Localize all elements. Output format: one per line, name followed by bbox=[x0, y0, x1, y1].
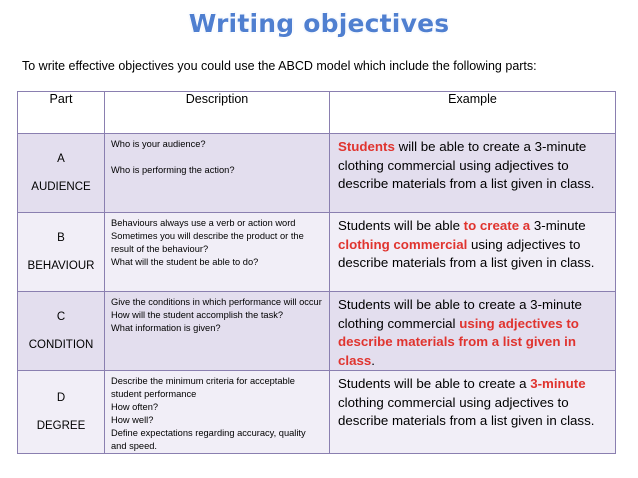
part-cell bbox=[18, 292, 105, 371]
part-name: CONDITION bbox=[28, 339, 94, 351]
part-cell bbox=[18, 213, 105, 292]
example-cell bbox=[330, 213, 616, 292]
part-letter: C bbox=[56, 311, 66, 323]
description-line: How well? bbox=[111, 415, 154, 425]
description-line: Sometimes you will describe the product or the result of the behaviour? bbox=[111, 231, 304, 254]
description-cell bbox=[105, 134, 330, 213]
part-letter: D bbox=[56, 392, 66, 404]
example-cell bbox=[330, 371, 616, 454]
example-text: Students will be able to create a 3-minute clothing commercial bbox=[338, 297, 582, 331]
example-text: clothing commercial using adjectives to describe materials from a list given in class. bbox=[338, 394, 595, 428]
description-cell bbox=[105, 371, 330, 454]
abcd-table bbox=[17, 91, 616, 454]
example-highlight: to create a bbox=[463, 218, 531, 233]
example-highlight: clothing commercial bbox=[338, 236, 468, 252]
example-text: Students will be able bbox=[338, 218, 464, 233]
description-line: Give the conditions in which performance will occur bbox=[111, 297, 322, 307]
table-row bbox=[18, 371, 616, 454]
example-highlight: Students bbox=[338, 139, 395, 154]
description-line: What will the student be able to do? bbox=[111, 257, 259, 267]
description-cell bbox=[105, 213, 330, 292]
example-cell bbox=[330, 292, 616, 371]
description-cell bbox=[105, 292, 330, 371]
description-line: Define expectations regarding accuracy, quality and speed. bbox=[111, 428, 306, 451]
example-text: . bbox=[371, 352, 375, 368]
header-part: Part bbox=[18, 92, 105, 134]
table-row bbox=[18, 292, 616, 371]
intro-text: To write effective objectives you could use the ABCD model which include the following parts: bbox=[22, 59, 537, 73]
description-line: What information is given? bbox=[111, 323, 221, 333]
table-header-row bbox=[18, 92, 616, 134]
description-line: Behaviours always use a verb or action word bbox=[111, 218, 296, 228]
example-text: using adjectives to describe materials from a list given in class. bbox=[338, 236, 595, 270]
example-highlight: 3-minute bbox=[530, 376, 586, 391]
table-row bbox=[18, 213, 616, 292]
page-title: Writing objectives bbox=[188, 9, 450, 38]
part-letter: A bbox=[57, 153, 65, 165]
description-line bbox=[111, 151, 323, 164]
description-line: Describe the minimum criteria for acceptable student performance bbox=[111, 376, 295, 399]
description-line: How often? bbox=[111, 402, 159, 412]
example-text: 3-minute bbox=[530, 218, 586, 233]
part-cell bbox=[18, 134, 105, 213]
header-example: Example bbox=[330, 92, 616, 134]
part-letter: B bbox=[57, 232, 65, 244]
example-highlight: using adjectives to describe materials from a list given in class bbox=[338, 315, 579, 368]
part-cell bbox=[18, 371, 105, 454]
part-name: DEGREE bbox=[36, 420, 86, 432]
part-name: AUDIENCE bbox=[31, 181, 91, 193]
table-row bbox=[18, 134, 616, 213]
header-description: Description bbox=[105, 92, 330, 134]
description-line: How will the student accomplish the task? bbox=[111, 310, 284, 320]
part-name: BEHAVIOUR bbox=[27, 260, 95, 272]
description-line: Who is performing the action? bbox=[111, 165, 235, 175]
example-text: Students will be able to create a bbox=[338, 376, 531, 391]
example-text: will be able to create a 3-minute clothing commercial using adjectives to describe materials from a list given in class. bbox=[338, 139, 595, 191]
description-line: Who is your audience? bbox=[111, 139, 206, 149]
example-cell bbox=[330, 134, 616, 213]
